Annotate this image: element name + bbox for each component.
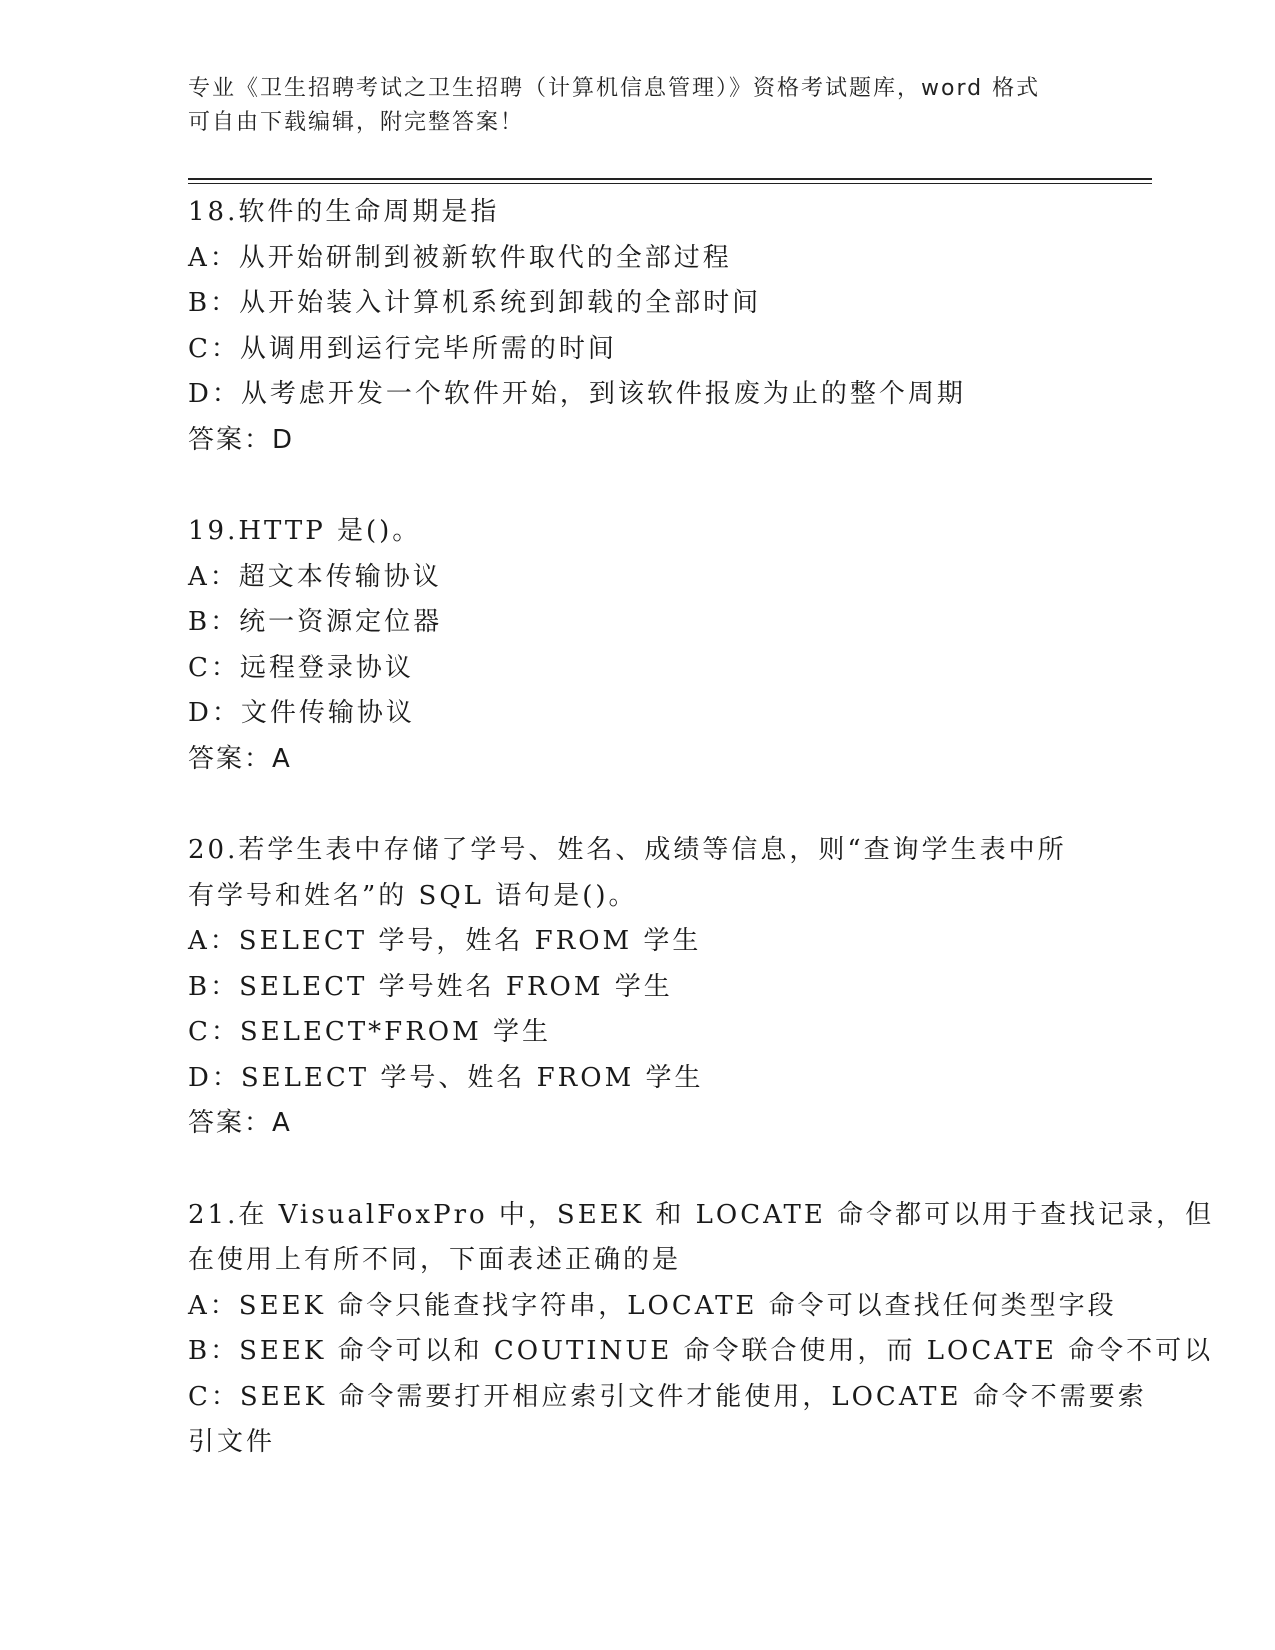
answer-line: 答案：D <box>188 424 295 455</box>
answer-line: 答案：A <box>188 1108 292 1138</box>
option-a: A：SEEK 命令只能查找字符串，LOCATE 命令可以查找任何类型字段 <box>188 1290 1117 1321</box>
question-stem-line-1: 20.若学生表中存储了学号、姓名、成绩等信息，则“查询学生表中所 <box>188 835 1067 865</box>
answer-line: 答案：A <box>188 743 292 774</box>
option-d: D：文件传输协议 <box>188 698 415 728</box>
question-stem-line-2: 在使用上有所不同，下面表述正确的是 <box>188 1245 682 1275</box>
question-20 <box>188 828 1088 1147</box>
option-a: A：从开始研制到被新软件取代的全部过程 <box>188 242 732 273</box>
option-c: C：SELECT*FROM 学生 <box>188 1017 551 1047</box>
option-d: D：从考虑开发一个软件开始，到该软件报废为止的整个周期 <box>188 379 966 409</box>
option-c: C：远程登录协议 <box>188 652 414 683</box>
question-stem-line-2: 有学号和姓名”的 SQL 语句是()。 <box>188 880 638 911</box>
option-b: B：从开始装入计算机系统到卸载的全部时间 <box>188 288 762 318</box>
question-stem: 18.软件的生命周期是指 <box>188 197 500 227</box>
option-b: B：SEEK 命令可以和 COUTINUE 命令联合使用，而 LOCATE 命令不可以 <box>188 1336 1214 1366</box>
header-rule-thick <box>188 178 1152 180</box>
option-d: D：SELECT 学号、姓名 FROM 学生 <box>188 1062 704 1093</box>
question-21 <box>188 1193 1215 1466</box>
question-19 <box>188 509 1088 782</box>
option-a: A：超文本传输协议 <box>188 561 442 592</box>
question-list <box>188 190 1215 1512</box>
option-c: C：SEEK 命令需要打开相应索引文件才能使用，LOCATE 命令不需要索 <box>188 1381 1147 1412</box>
header-rule-thin <box>188 183 1152 184</box>
option-b: B：统一资源定位器 <box>188 607 443 637</box>
option-c-continued: 引文件 <box>188 1427 276 1457</box>
option-c: C：从调用到运行完毕所需的时间 <box>188 333 617 364</box>
question-stem-line-1: 21.在 VisualFoxPro 中，SEEK 和 LOCATE 命令都可以用于查找记录，但 <box>188 1199 1215 1230</box>
document-header <box>188 72 1088 140</box>
question-18 <box>188 190 1088 463</box>
header-line-1: 专业《卫生招聘考试之卫生招聘（计算机信息管理）》资格考试题库，word 格式 <box>188 76 1041 101</box>
option-a: A：SELECT 学号，姓名 FROM 学生 <box>188 926 702 956</box>
header-line-2: 可自由下载编辑，附完整答案！ <box>188 110 525 135</box>
question-stem: 19.HTTP 是()。 <box>188 516 422 546</box>
option-b: B：SELECT 学号姓名 FROM 学生 <box>188 971 673 1002</box>
